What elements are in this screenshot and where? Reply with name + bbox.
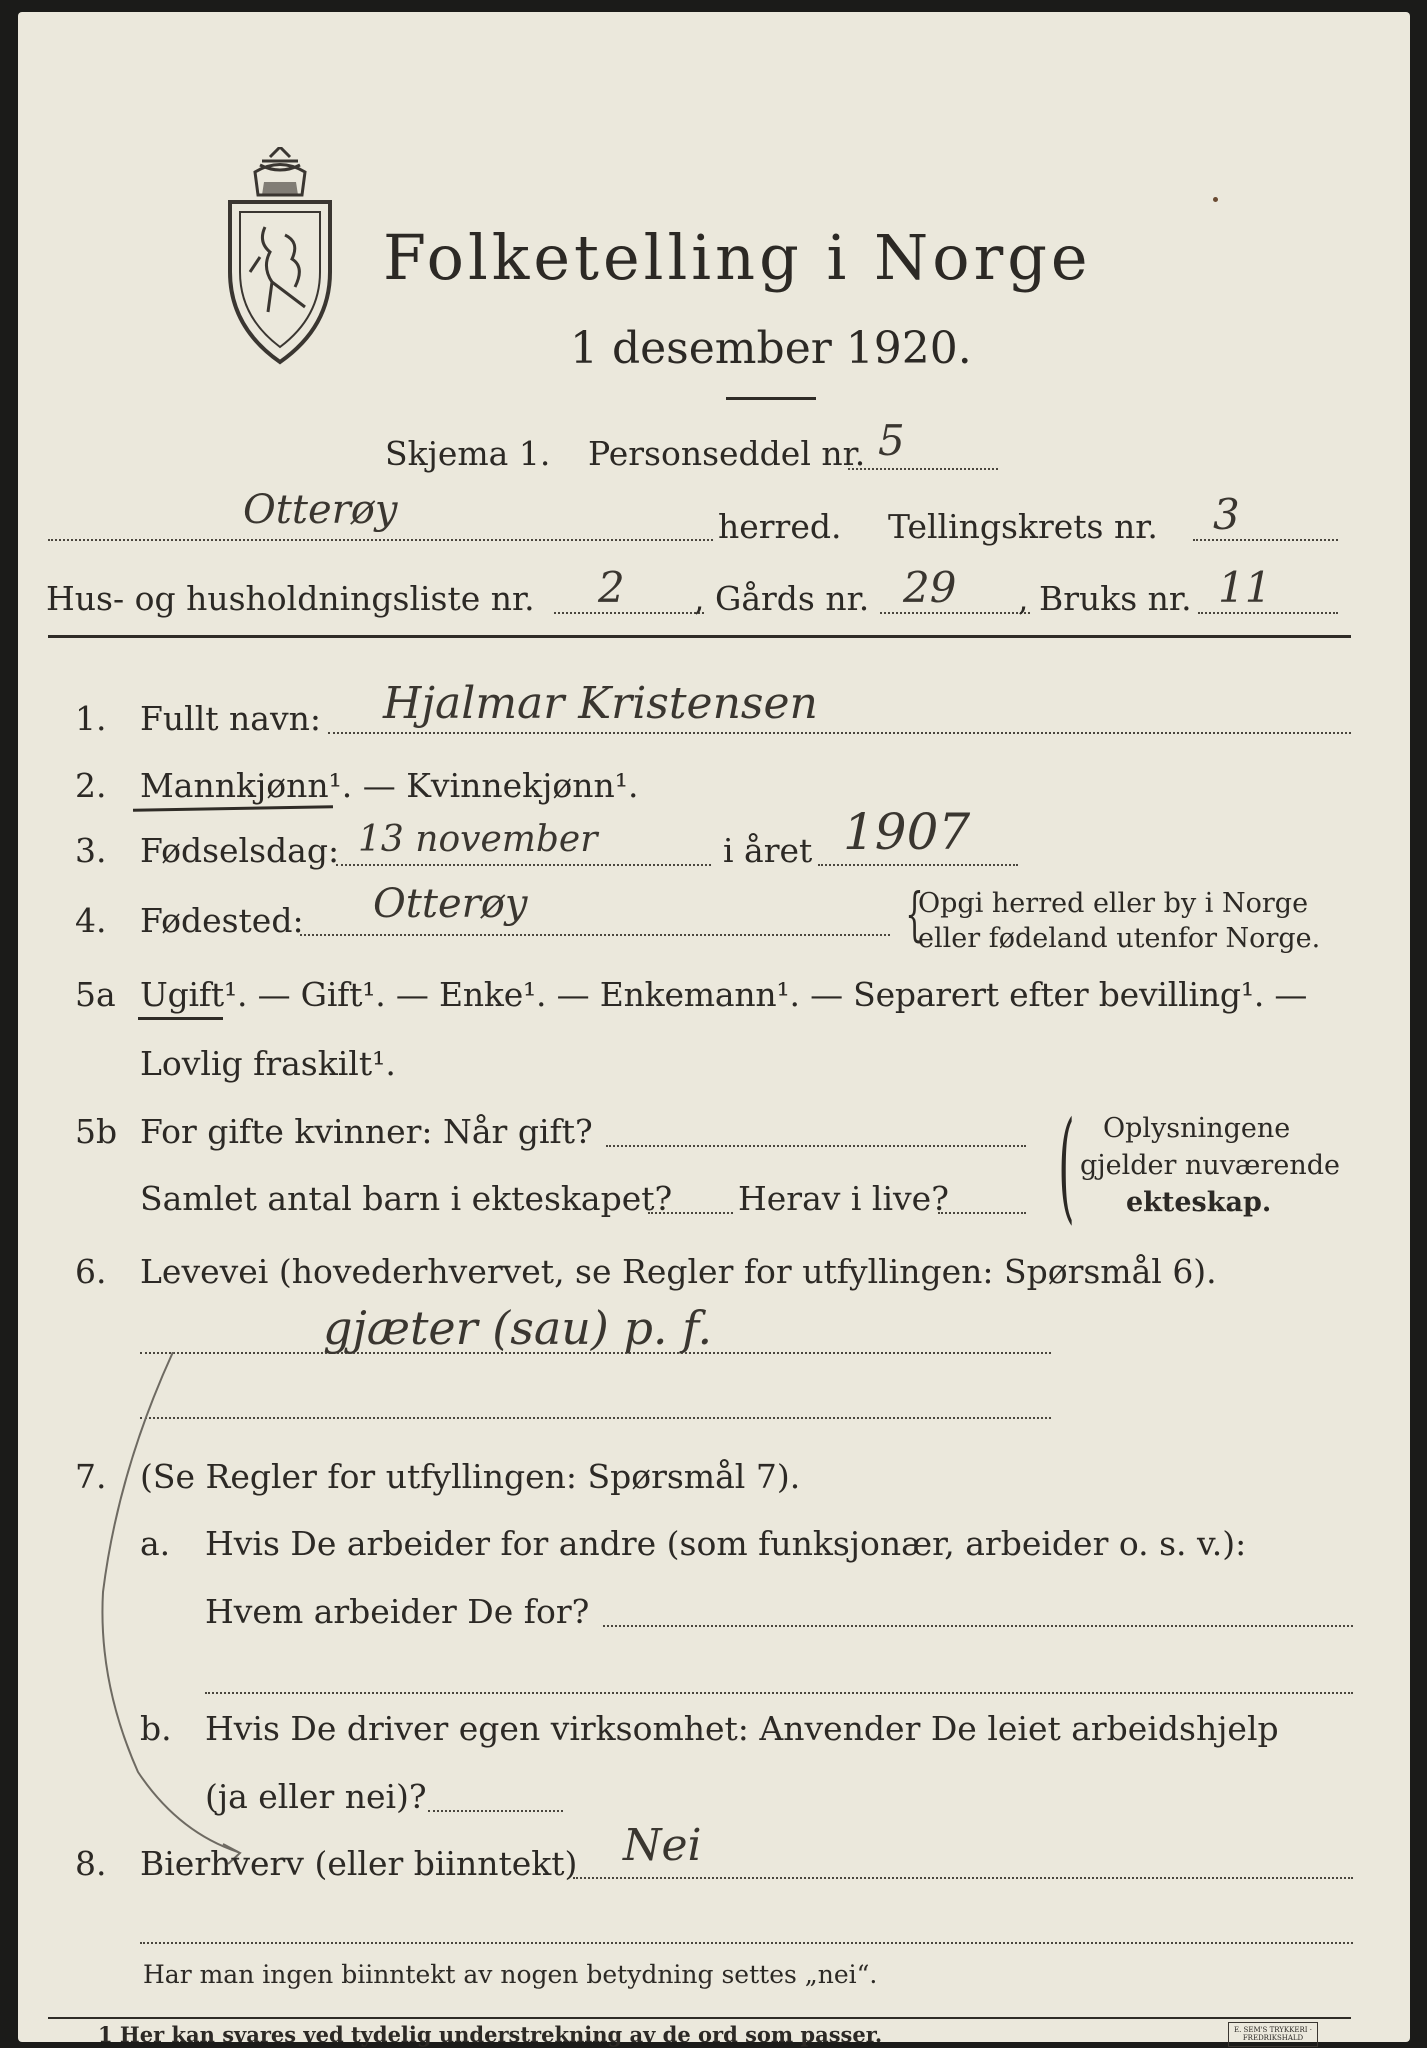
personseddel-value[interactable]: 5: [878, 416, 905, 465]
q6-number: 6.: [75, 1252, 107, 1291]
q7a-line: [603, 1625, 1353, 1627]
title-divider: [726, 397, 816, 400]
handwritten-arrow-icon: [78, 1352, 258, 1872]
q3-year-line: [818, 864, 1018, 866]
q2-number: 2.: [75, 766, 107, 805]
q2-label: Mannkjønn¹. — Kvinnekjønn¹.: [140, 766, 639, 805]
q6-label: Levevei (hovederhvervet, se Regler for utfyllingen: Spørsmål 6).: [140, 1252, 1217, 1291]
q1-number: 1.: [75, 699, 107, 738]
gards-value[interactable]: 29: [903, 563, 957, 612]
q6-line2: [140, 1417, 1051, 1419]
bruks-value[interactable]: 11: [1218, 563, 1272, 612]
q8-number: 8.: [75, 1844, 107, 1883]
gards-label: , Gårds nr.: [694, 579, 870, 618]
hus-line: [554, 612, 704, 614]
q5a-line1: Ugift¹. — Gift¹. — Enke¹. — Enkemann¹. — Separert efter bevilling¹. —: [140, 975, 1308, 1014]
q8-label: Bierhverv (eller biinntekt): [140, 1844, 578, 1883]
q7b-line1: Hvis De driver egen virksomhet: Anvender De leiet arbeidshjelp: [205, 1709, 1279, 1748]
q7b-line2: (ja eller nei)?: [205, 1777, 427, 1816]
printer-stamp: E. SEM'S TRYKKERI · FREDRIKSHALD: [1228, 2022, 1318, 2047]
q4-brace: {: [905, 880, 924, 948]
q7a-line2: Hvem arbeider De for?: [205, 1592, 590, 1631]
q3-number: 3.: [75, 831, 107, 870]
q4-note-line1: Opgi herred eller by i Norge: [918, 888, 1309, 919]
page-title: Folketelling i Norge: [383, 221, 1092, 294]
q5b-line2a: Samlet antal barn i ekteskapet?: [140, 1179, 673, 1218]
hus-value[interactable]: 2: [598, 563, 625, 612]
footer-note: Har man ingen biinntekt av nogen betydning settes „nei“.: [143, 1960, 878, 1989]
herred-line: [48, 539, 713, 541]
tellingskrets-value[interactable]: 3: [1213, 490, 1240, 539]
hus-label: Hus- og husholdningsliste nr.: [46, 579, 535, 618]
q5b-line1: For gifte kvinner: Når gift?: [140, 1112, 593, 1151]
personseddel-line: [848, 468, 998, 470]
q7b-letter: b.: [140, 1709, 172, 1748]
q5b-number: 5b: [75, 1112, 118, 1151]
occupation-value[interactable]: gjæter (sau) p. f.: [323, 1301, 713, 1355]
skjema-label: Skjema 1.: [385, 434, 551, 473]
q5a-number: 5a: [75, 975, 116, 1014]
q4-label: Fødested:: [140, 901, 304, 940]
side-income-value[interactable]: Nei: [623, 1820, 702, 1871]
q7a-letter: a.: [140, 1524, 171, 1563]
full-name-value[interactable]: Hjalmar Kristensen: [383, 678, 818, 729]
q7b-line: [428, 1810, 563, 1812]
bruks-label: , Bruks nr.: [1018, 579, 1192, 618]
q5b-line2b: Herav i live?: [738, 1179, 949, 1218]
herred-value[interactable]: Otterøy: [243, 487, 398, 533]
q5b-children-line: [648, 1212, 733, 1214]
q5b-married-line: [606, 1145, 1026, 1147]
q5b-note-line1: Oplysningene: [1103, 1113, 1291, 1144]
footnote: 1 Her kan svares ved tydelig understrekning av de ord som passer.: [98, 2022, 883, 2047]
birthplace-value[interactable]: Otterøy: [373, 881, 528, 927]
q4-note-line2: eller fødeland utenfor Norge.: [918, 923, 1321, 954]
birth-year-value[interactable]: 1907: [843, 803, 971, 861]
q3-line: [336, 864, 711, 866]
ink-dot: [1213, 197, 1218, 202]
tellingskrets-line: [1193, 539, 1338, 541]
header-divider: [48, 635, 1351, 638]
q5b-alive-line: [938, 1212, 1026, 1214]
q5a-line2: Lovlig fraskilt¹.: [140, 1044, 396, 1083]
gards-line: [880, 612, 1030, 614]
bruks-line: [1198, 612, 1338, 614]
q1-line: [328, 732, 1351, 734]
q3-year-label: i året: [723, 831, 813, 870]
birthday-value[interactable]: 13 november: [358, 819, 598, 860]
q4-line: [300, 934, 890, 936]
footer-divider: [48, 2017, 1351, 2019]
q5b-brace-left: (: [1058, 1097, 1075, 1236]
mannkjonn-underline: [133, 805, 333, 811]
q8-line: [573, 1877, 1353, 1879]
personseddel-label: Personseddel nr.: [588, 434, 866, 473]
q1-label: Fullt navn:: [140, 699, 321, 738]
ugift-underline: [138, 1017, 223, 1020]
q7-number: 7.: [75, 1457, 107, 1496]
herred-label: herred.: [718, 507, 842, 546]
q7a-line-extra: [205, 1692, 1353, 1694]
q5b-note-line3: ekteskap.: [1126, 1187, 1272, 1218]
q4-number: 4.: [75, 901, 107, 940]
tellingskrets-label: Tellingskrets nr.: [888, 507, 1158, 546]
census-date: 1 desember 1920.: [570, 323, 972, 374]
q7-label: (Se Regler for utfyllingen: Spørsmål 7).: [140, 1457, 801, 1496]
q3-label: Fødselsdag:: [140, 831, 340, 870]
norwegian-coat-of-arms-icon: [210, 147, 350, 367]
q5b-note-line2: gjelder nuværende: [1080, 1150, 1340, 1181]
q7a-line1: Hvis De arbeider for andre (som funksjonær, arbeider o. s. v.):: [205, 1524, 1247, 1563]
q8-line-extra: [140, 1942, 1353, 1944]
census-form-page: [18, 12, 1410, 2047]
